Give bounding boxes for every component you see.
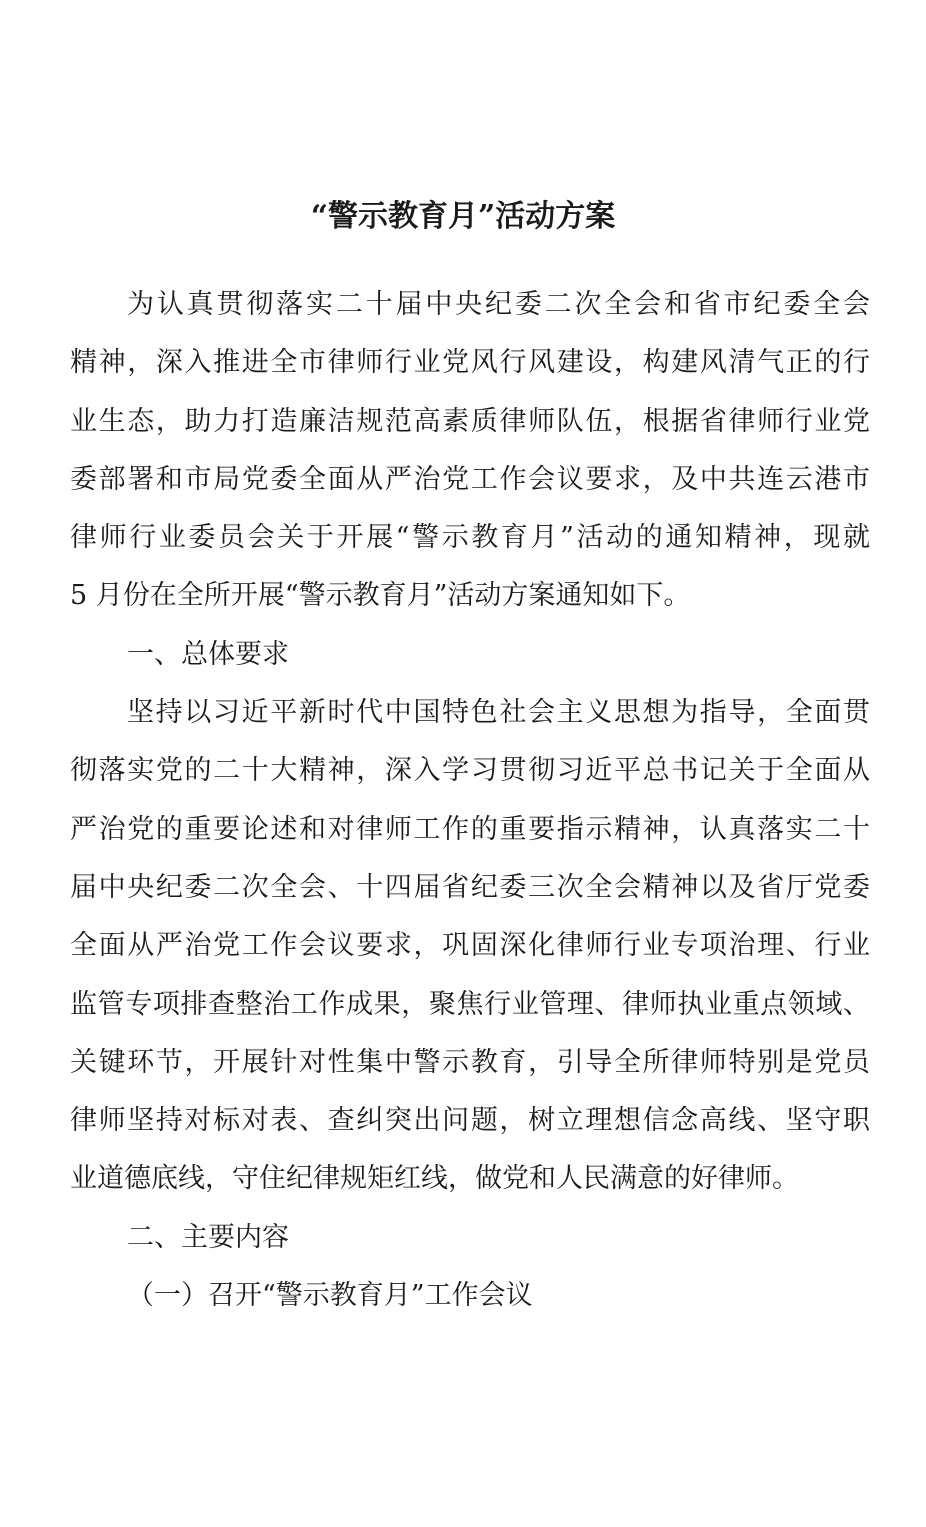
text-line: 关键环节，开展针对性集中警示教育，引导全所律师特别是党员 xyxy=(70,1046,870,1078)
text-line: 精神，深入推进全市律师行业党风行风建设，构建风清气正的行 xyxy=(70,347,870,379)
document-body xyxy=(70,276,870,1325)
text-line: 二、主要内容 xyxy=(127,1221,289,1253)
text-line: 届中央纪委二次全会、十四届省纪委三次全会精神以及省厅党委 xyxy=(70,871,870,903)
document-title: “警示教育月”活动方案 xyxy=(310,199,616,234)
text-line: 律师行业委员会关于开展“警示教育月”活动的通知精神，现就 xyxy=(70,522,870,554)
text-line: 监管专项排查整治工作成果，聚焦行业管理、律师执业重点领域、 xyxy=(70,988,870,1020)
text-line: 业生态，助力打造廉洁规范高素质律师队伍，根据省律师行业党 xyxy=(70,405,870,437)
text-line: 一、总体要求 xyxy=(127,638,289,670)
text-line: 5 月份在全所开展“警示教育月”活动方案通知如下。 xyxy=(70,580,691,612)
text-line: 全面从严治党工作会议要求，巩固深化律师行业专项治理、行业 xyxy=(70,930,870,962)
text-line: 业道德底线，守住纪律规矩红线，做党和人民满意的好律师。 xyxy=(70,1163,799,1195)
text-line: 委部署和市局党委全面从严治党工作会议要求，及中共连云港市 xyxy=(70,463,870,495)
text-line: 坚持以习近平新时代中国特色社会主义思想为指导，全面贯 xyxy=(127,697,870,729)
text-line: 为认真贯彻落实二十届中央纪委二次全会和省市纪委全会 xyxy=(127,289,870,320)
text-line: （一）召开“警示教育月”工作会议 xyxy=(127,1280,533,1312)
text-line: 彻落实党的二十大精神，深入学习贯彻习近平总书记关于全面从 xyxy=(70,755,870,787)
text-line: 严治党的重要论述和对律师工作的重要指示精神，认真落实二十 xyxy=(70,813,870,845)
text-line: 律师坚持对标对表、查纠突出问题，树立理想信念高线、坚守职 xyxy=(70,1105,870,1137)
